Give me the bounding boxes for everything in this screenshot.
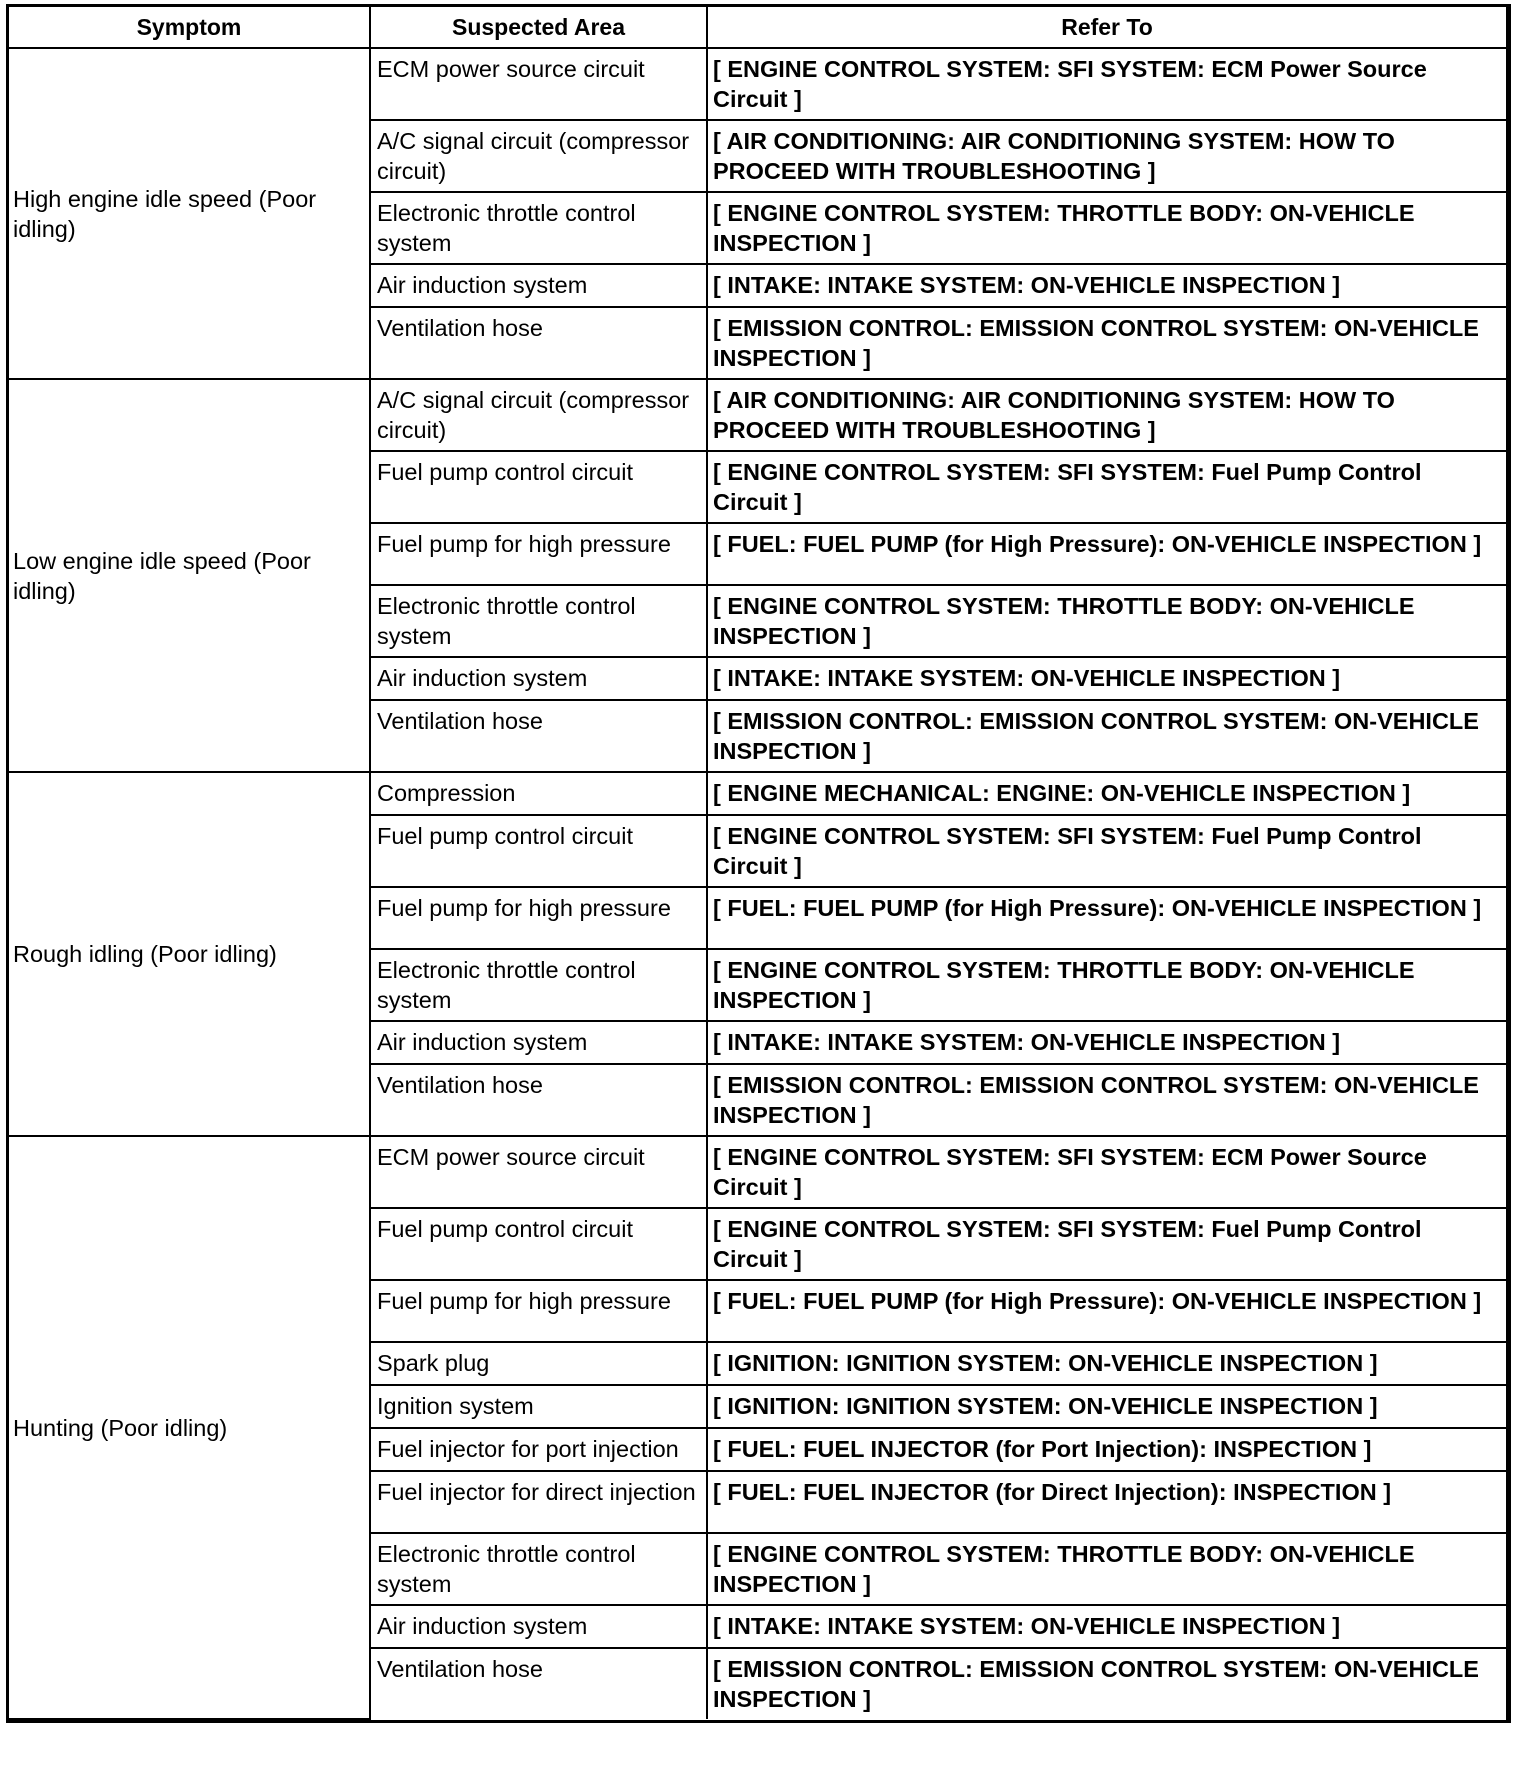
refer-to-link[interactable]: [ INTAKE: INTAKE SYSTEM: ON-VEHICLE INSPECTION ] bbox=[707, 264, 1506, 307]
suspected-area-cell: Air induction system bbox=[370, 1021, 707, 1064]
table-row bbox=[9, 48, 1506, 120]
suspected-area-cell: Air induction system bbox=[370, 264, 707, 307]
suspected-area-cell: A/C signal circuit (compressor circuit) bbox=[370, 379, 707, 451]
header-symptom: Symptom bbox=[9, 7, 370, 48]
refer-to-link[interactable]: [ ENGINE CONTROL SYSTEM: SFI SYSTEM: ECM Power Source Circuit ] bbox=[707, 1136, 1506, 1208]
suspected-area-cell: Ventilation hose bbox=[370, 1648, 707, 1719]
header-suspected-area: Suspected Area bbox=[370, 7, 707, 48]
refer-to-link[interactable]: [ ENGINE CONTROL SYSTEM: SFI SYSTEM: Fuel Pump Control Circuit ] bbox=[707, 815, 1506, 887]
refer-to-link[interactable]: [ EMISSION CONTROL: EMISSION CONTROL SYSTEM: ON-VEHICLE INSPECTION ] bbox=[707, 1648, 1506, 1719]
refer-to-link[interactable]: [ FUEL: FUEL INJECTOR (for Direct Injection): INSPECTION ] bbox=[707, 1471, 1506, 1533]
refer-to-link[interactable]: [ ENGINE CONTROL SYSTEM: THROTTLE BODY: ON-VEHICLE INSPECTION ] bbox=[707, 192, 1506, 264]
refer-to-link[interactable]: [ ENGINE CONTROL SYSTEM: THROTTLE BODY: ON-VEHICLE INSPECTION ] bbox=[707, 949, 1506, 1021]
refer-to-link[interactable]: [ IGNITION: IGNITION SYSTEM: ON-VEHICLE INSPECTION ] bbox=[707, 1342, 1506, 1385]
suspected-area-cell: Ventilation hose bbox=[370, 1064, 707, 1136]
table-row bbox=[9, 1136, 1506, 1208]
suspected-area-cell: Electronic throttle control system bbox=[370, 585, 707, 657]
suspected-area-cell: Fuel pump control circuit bbox=[370, 451, 707, 523]
suspected-area-cell: ECM power source circuit bbox=[370, 1136, 707, 1208]
suspected-area-cell: Spark plug bbox=[370, 1342, 707, 1385]
refer-to-link[interactable]: [ ENGINE CONTROL SYSTEM: THROTTLE BODY: ON-VEHICLE INSPECTION ] bbox=[707, 585, 1506, 657]
symptom-cell: Low engine idle speed (Poor idling) bbox=[9, 379, 370, 772]
refer-to-link[interactable]: [ EMISSION CONTROL: EMISSION CONTROL SYSTEM: ON-VEHICLE INSPECTION ] bbox=[707, 700, 1506, 772]
suspected-area-cell: Fuel pump for high pressure bbox=[370, 1280, 707, 1342]
suspected-area-cell: Electronic throttle control system bbox=[370, 192, 707, 264]
suspected-area-cell: Fuel pump for high pressure bbox=[370, 523, 707, 585]
refer-to-link[interactable]: [ FUEL: FUEL PUMP (for High Pressure): ON-VEHICLE INSPECTION ] bbox=[707, 523, 1506, 585]
troubleshooting-table-frame bbox=[6, 4, 1511, 1723]
refer-to-link[interactable]: [ ENGINE CONTROL SYSTEM: THROTTLE BODY: ON-VEHICLE INSPECTION ] bbox=[707, 1533, 1506, 1605]
refer-to-link[interactable]: [ FUEL: FUEL INJECTOR (for Port Injection): INSPECTION ] bbox=[707, 1428, 1506, 1471]
header-refer-to: Refer To bbox=[707, 7, 1506, 48]
refer-to-link[interactable]: [ INTAKE: INTAKE SYSTEM: ON-VEHICLE INSPECTION ] bbox=[707, 1021, 1506, 1064]
suspected-area-cell: Fuel pump for high pressure bbox=[370, 887, 707, 949]
refer-to-link[interactable]: [ EMISSION CONTROL: EMISSION CONTROL SYSTEM: ON-VEHICLE INSPECTION ] bbox=[707, 307, 1506, 379]
refer-to-link[interactable]: [ INTAKE: INTAKE SYSTEM: ON-VEHICLE INSPECTION ] bbox=[707, 1605, 1506, 1648]
symptom-cell: High engine idle speed (Poor idling) bbox=[9, 48, 370, 379]
troubleshooting-table bbox=[9, 7, 1506, 1720]
suspected-area-cell: Ventilation hose bbox=[370, 700, 707, 772]
suspected-area-cell: Fuel injector for direct injection bbox=[370, 1471, 707, 1533]
suspected-area-cell: Fuel pump control circuit bbox=[370, 1208, 707, 1280]
refer-to-link[interactable]: [ IGNITION: IGNITION SYSTEM: ON-VEHICLE INSPECTION ] bbox=[707, 1385, 1506, 1428]
refer-to-link[interactable]: [ ENGINE CONTROL SYSTEM: SFI SYSTEM: Fuel Pump Control Circuit ] bbox=[707, 1208, 1506, 1280]
refer-to-link[interactable]: [ FUEL: FUEL PUMP (for High Pressure): ON-VEHICLE INSPECTION ] bbox=[707, 887, 1506, 949]
suspected-area-cell: Compression bbox=[370, 772, 707, 815]
refer-to-link[interactable]: [ FUEL: FUEL PUMP (for High Pressure): ON-VEHICLE INSPECTION ] bbox=[707, 1280, 1506, 1342]
suspected-area-cell: Electronic throttle control system bbox=[370, 1533, 707, 1605]
suspected-area-cell: Air induction system bbox=[370, 1605, 707, 1648]
refer-to-link[interactable]: [ ENGINE CONTROL SYSTEM: SFI SYSTEM: Fuel Pump Control Circuit ] bbox=[707, 451, 1506, 523]
table-row bbox=[9, 772, 1506, 815]
refer-to-link[interactable]: [ INTAKE: INTAKE SYSTEM: ON-VEHICLE INSPECTION ] bbox=[707, 657, 1506, 700]
suspected-area-cell: Electronic throttle control system bbox=[370, 949, 707, 1021]
refer-to-link[interactable]: [ ENGINE MECHANICAL: ENGINE: ON-VEHICLE INSPECTION ] bbox=[707, 772, 1506, 815]
suspected-area-cell: ECM power source circuit bbox=[370, 48, 707, 120]
suspected-area-cell: Fuel pump control circuit bbox=[370, 815, 707, 887]
refer-to-link[interactable]: [ AIR CONDITIONING: AIR CONDITIONING SYSTEM: HOW TO PROCEED WITH TROUBLESHOOTING ] bbox=[707, 120, 1506, 192]
refer-to-link[interactable]: [ AIR CONDITIONING: AIR CONDITIONING SYSTEM: HOW TO PROCEED WITH TROUBLESHOOTING ] bbox=[707, 379, 1506, 451]
suspected-area-cell: Ventilation hose bbox=[370, 307, 707, 379]
suspected-area-cell: A/C signal circuit (compressor circuit) bbox=[370, 120, 707, 192]
suspected-area-cell: Ignition system bbox=[370, 1385, 707, 1428]
table-row bbox=[9, 379, 1506, 451]
header-row bbox=[9, 7, 1506, 48]
symptom-cell: Rough idling (Poor idling) bbox=[9, 772, 370, 1136]
symptom-cell: Hunting (Poor idling) bbox=[9, 1136, 370, 1719]
suspected-area-cell: Fuel injector for port injection bbox=[370, 1428, 707, 1471]
refer-to-link[interactable]: [ EMISSION CONTROL: EMISSION CONTROL SYSTEM: ON-VEHICLE INSPECTION ] bbox=[707, 1064, 1506, 1136]
refer-to-link[interactable]: [ ENGINE CONTROL SYSTEM: SFI SYSTEM: ECM Power Source Circuit ] bbox=[707, 48, 1506, 120]
suspected-area-cell: Air induction system bbox=[370, 657, 707, 700]
